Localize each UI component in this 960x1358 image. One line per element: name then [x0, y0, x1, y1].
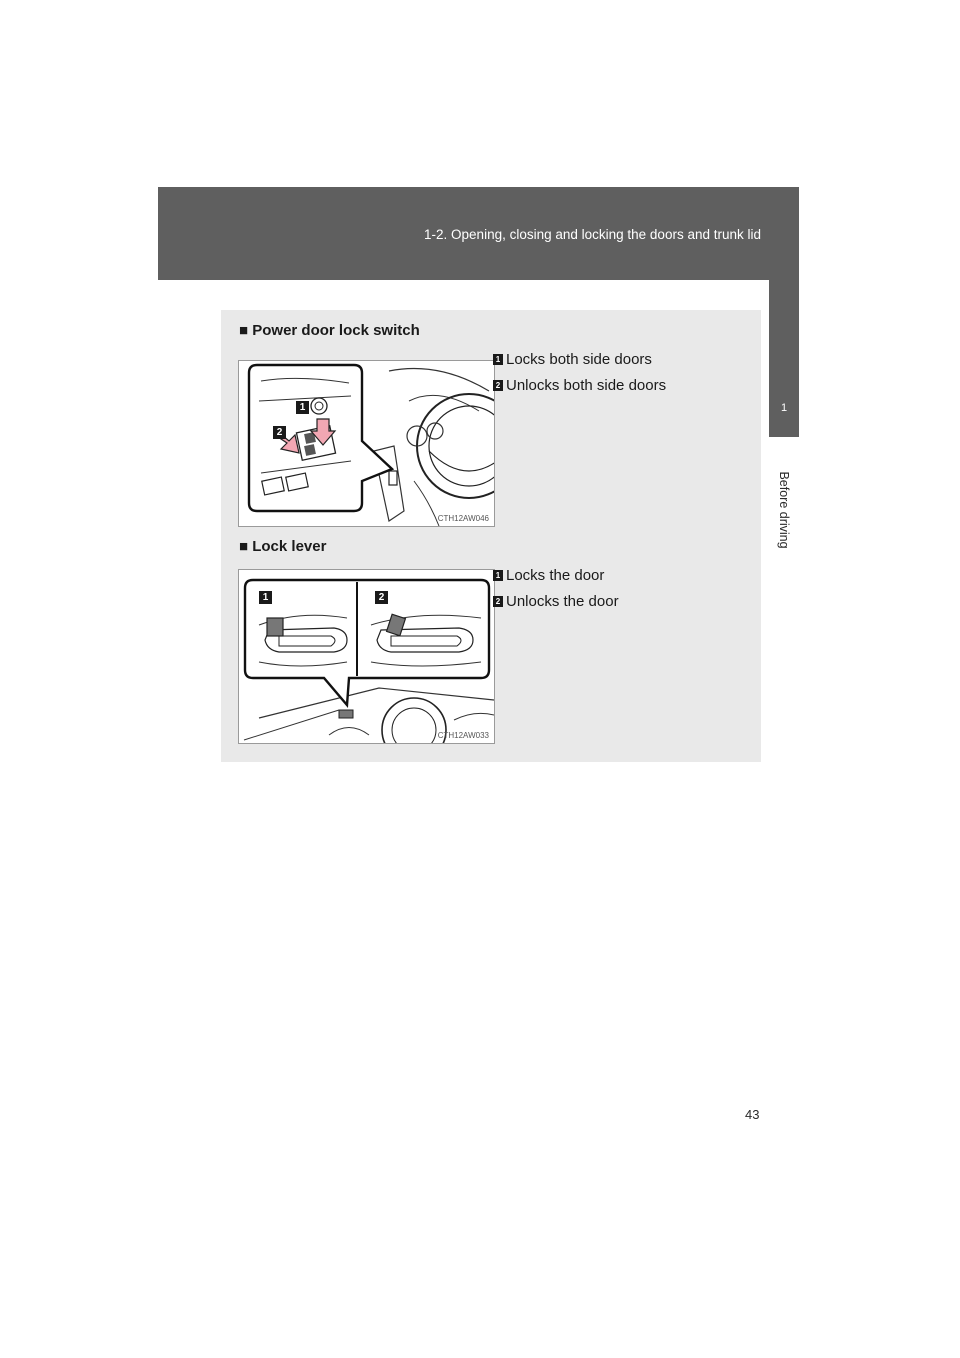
figure-code: CTH12AW033: [437, 731, 489, 740]
chapter-number: 1: [780, 402, 788, 414]
chapter-tab: [769, 280, 799, 437]
step-unlock-both-doors: [493, 377, 666, 394]
content-box: [221, 310, 761, 762]
figure-code: CTH12AW046: [437, 514, 489, 523]
step-text: Locks the door: [506, 567, 605, 584]
step-lock-door: [493, 567, 604, 584]
callout-2: 2: [375, 591, 388, 604]
section-title: 1-2. Opening, closing and locking the doors and trunk lid: [424, 227, 761, 242]
chapter-label: Before driving: [777, 471, 791, 549]
step-text: Unlocks both side doors: [506, 377, 667, 394]
callout-1: 1: [296, 401, 309, 414]
step-lock-both-doors: [493, 351, 652, 368]
callout-1: 1: [259, 591, 272, 604]
callout-2: 2: [273, 426, 286, 439]
power-door-lock-illustration: [239, 361, 495, 527]
section-heading-lock-lever: ■ Lock lever: [239, 538, 327, 555]
step-number-badge: 2: [493, 380, 503, 391]
figure-power-door-lock-switch: [238, 360, 495, 527]
lock-lever-illustration: [239, 570, 495, 744]
step-text: Unlocks the door: [506, 593, 619, 610]
section-heading-power-door-lock: ■ Power door lock switch: [239, 322, 420, 339]
chapter-label-wrap: [772, 471, 796, 549]
header-band: [158, 187, 799, 280]
step-unlock-door: [493, 593, 619, 610]
step-number-badge: 2: [493, 596, 503, 607]
step-number-badge: 1: [493, 354, 503, 365]
page-number: 43: [745, 1107, 760, 1122]
step-text: Locks both side doors: [506, 351, 652, 368]
step-number-badge: 1: [493, 570, 503, 581]
figure-lock-lever: [238, 569, 495, 744]
